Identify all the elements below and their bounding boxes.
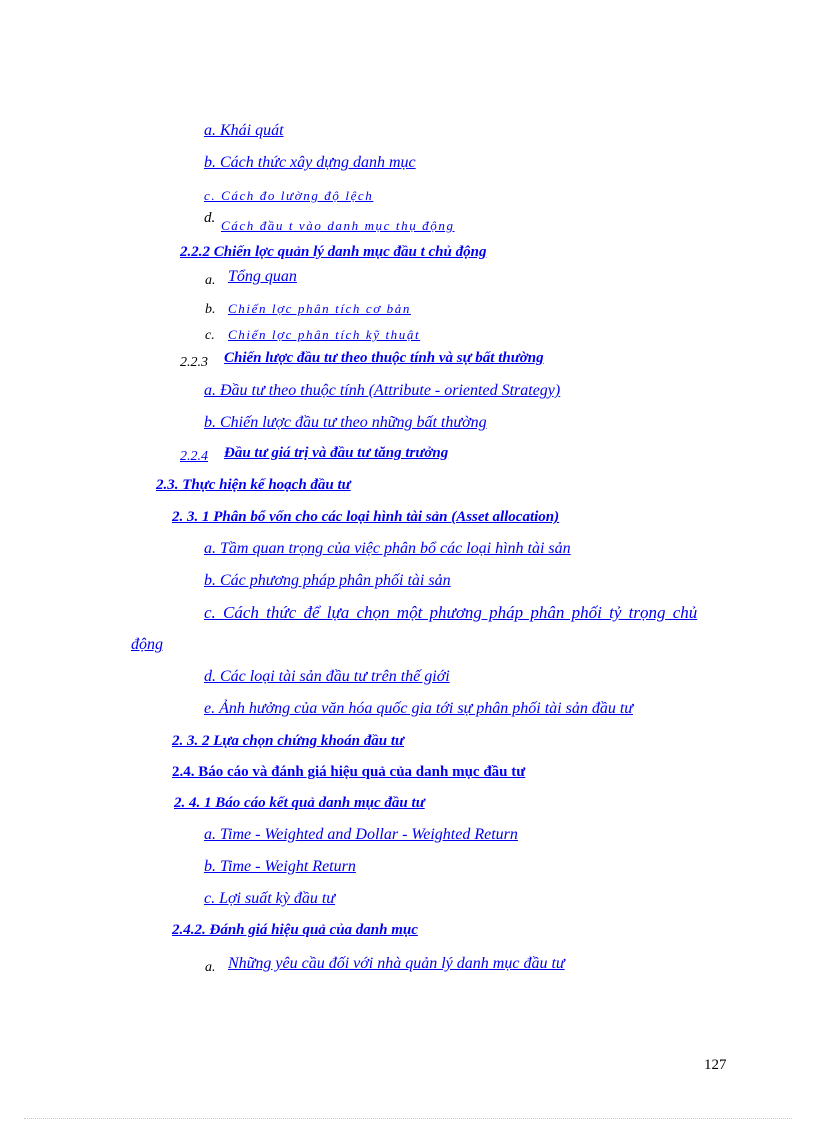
toc-link-dau-tu-thu-dong[interactable]: Cách đầu t vào danh mục thụ động	[221, 218, 455, 233]
toc-prefix-a2: a.	[205, 960, 216, 975]
page-bottom-divider	[24, 1118, 792, 1119]
page-number: 127	[704, 1057, 727, 1073]
toc-prefix-d: d.	[204, 210, 216, 226]
toc-link-phan-tich-ky-thuat[interactable]: Chiến lợc phân tích kỹ thuật	[228, 327, 421, 342]
toc-link-anh-huong-van-hoa[interactable]: e. Ảnh hưởng của văn hóa quốc gia tới sự phân phối tài sản đầu tư	[204, 700, 634, 717]
toc-link-cach-thuc-lua-chon-cont[interactable]: động	[131, 636, 163, 653]
toc-link-thuoc-tinh-bat-thuong[interactable]: Chiến lược đầu tư theo thuộc tính và sự bất thường	[224, 350, 544, 366]
toc-prefix-224: 2.2.4	[180, 449, 208, 464]
toc-prefix-a: a.	[205, 273, 216, 288]
toc-prefix-b: b.	[205, 302, 216, 317]
toc-link-chien-luoc-chu-dong[interactable]: 2.2.2 Chiến lợc quản lý danh mục đầu t chủ động	[180, 244, 487, 260]
toc-link-dau-tu-theo-thuoc-tinh[interactable]: a. Đầu tư theo thuộc tính (Attribute - oriented Strategy)	[204, 382, 561, 399]
toc-prefix-c: c.	[205, 328, 215, 343]
toc-link-dau-tu-bat-thuong[interactable]: b. Chiến lược đầu tư theo những bất thường	[204, 414, 487, 431]
toc-link-cach-thuc-lua-chon[interactable]: c. Cách thức để lựa chọn một phương pháp phân phối tỷ trọng chủ	[204, 603, 698, 622]
toc-prefix-223: 2.2.3	[180, 355, 208, 370]
toc-link-time-dollar-weighted[interactable]: a. Time - Weighted and Dollar - Weighted Return	[204, 826, 518, 843]
toc-link-thuc-hien-ke-hoach[interactable]: 2.3. Thực hiện kế hoạch đầu tư	[156, 477, 351, 493]
toc-link-cac-loai-tai-san[interactable]: d. Các loại tài sản đầu tư trên thế giới	[204, 668, 450, 685]
toc-link-tam-quan-trong[interactable]: a. Tầm quan trọng của việc phân bổ các loại hình tài sản	[204, 540, 571, 557]
toc-link-tong-quan[interactable]: Tổng quan	[228, 268, 297, 285]
toc-link-time-weight-return[interactable]: b. Time - Weight Return	[204, 858, 356, 875]
toc-link-bao-cao-danh-gia[interactable]: 2.4. Báo cáo và đánh giá hiệu quả của danh mục đầu tư	[172, 764, 526, 780]
toc-link-danh-gia-hieu-qua[interactable]: 2.4.2. Đánh giá hiệu quả của danh mục	[172, 922, 418, 938]
toc-link-yeu-cau-nha-quan-ly[interactable]: Những yêu cầu đối với nhà quản lý danh mục đầu tư	[228, 955, 565, 972]
toc-link-phan-bo-von[interactable]: 2. 3. 1 Phân bổ vốn cho các loại hình tài sản (Asset allocation)	[172, 509, 560, 525]
toc-link-phan-tich-co-ban[interactable]: Chiến lợc phân tích cơ bản	[228, 301, 411, 316]
toc-link-gia-tri-tang-truong[interactable]: Đầu tư giá trị và đầu tư tăng trưởng	[224, 445, 449, 461]
toc-link-khai-quat[interactable]: a. Khái quát	[204, 122, 284, 139]
toc-link-cach-do-luong[interactable]: c. Cách đo lường độ lệch	[204, 188, 374, 203]
toc-link-phuong-phap-phan-phoi[interactable]: b. Các phương pháp phân phối tài sản	[204, 572, 451, 589]
toc-link-bao-cao-ket-qua[interactable]: 2. 4. 1 Báo cáo kết quả danh mục đầu tư	[174, 795, 425, 811]
toc-link-lua-chon-chung-khoan[interactable]: 2. 3. 2 Lựa chọn chứng khoán đầu tư	[172, 733, 405, 749]
toc-link-loi-suat-ky-dau-tu[interactable]: c. Lợi suất kỳ đầu tư	[204, 890, 336, 907]
toc-link-cach-thuc-xay-dung[interactable]: b. Cách thức xây dựng danh mục	[204, 154, 416, 171]
